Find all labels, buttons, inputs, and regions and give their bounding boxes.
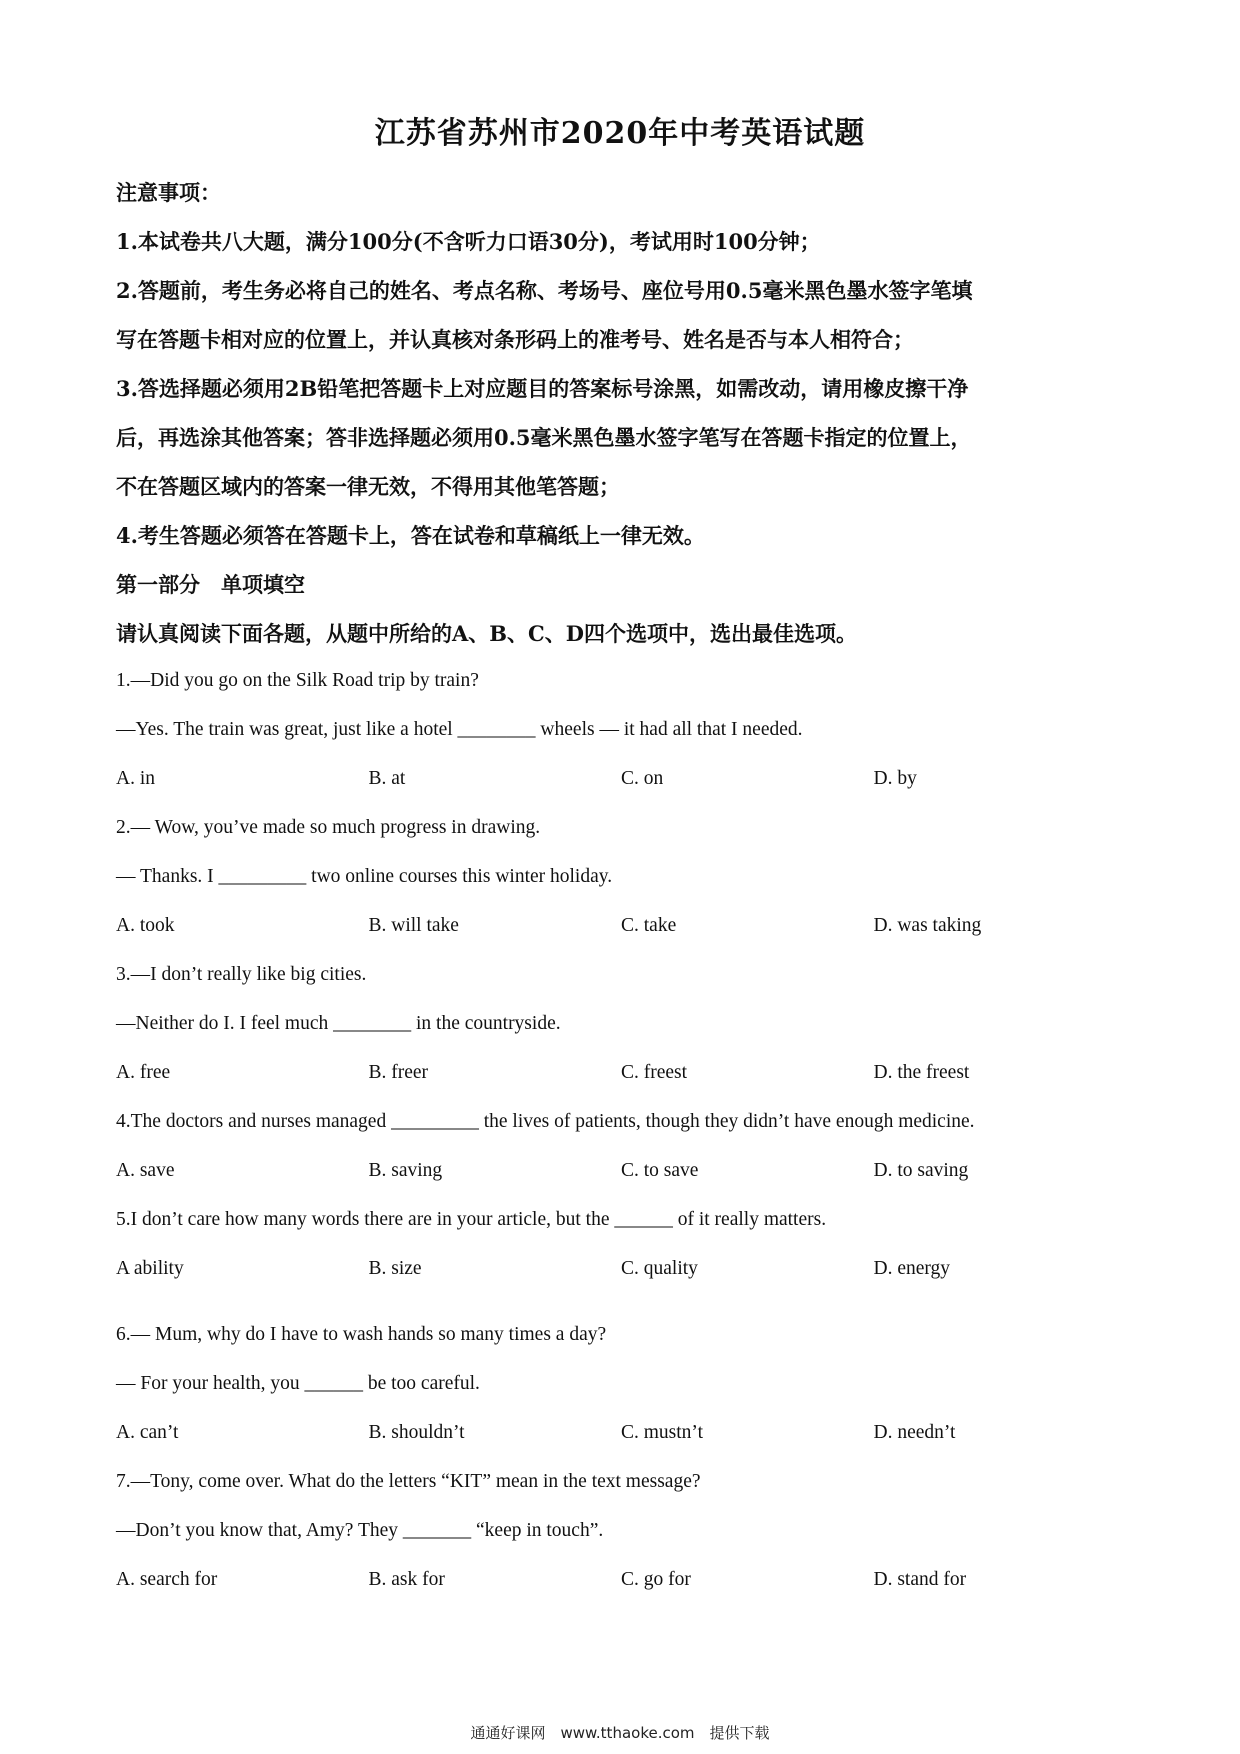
questions-list bbox=[116, 656, 1126, 1604]
question-6 bbox=[116, 1310, 1126, 1457]
notes-item: 1.本试卷共八大题，满分100分(不含听力口语30分)，考试用时100分钟； bbox=[116, 229, 821, 254]
options-row bbox=[116, 1408, 1126, 1457]
question-text: — Thanks. I _________ two online courses this winter holiday. bbox=[116, 866, 613, 887]
question-text: 6.— Mum, why do I have to wash hands so many times a day? bbox=[116, 1324, 607, 1345]
option-d: D. was taking bbox=[873, 915, 982, 936]
notes-item: 不在答题区域内的答案一律无效，不得用其他笔答题； bbox=[116, 474, 620, 499]
option-d: D. to saving bbox=[873, 1160, 969, 1181]
question-text: 4.The doctors and nurses managed _________ the lives of patients, though they didn’t have enough medicine. bbox=[116, 1111, 975, 1132]
question-text: 2.— Wow, you’ve made so much progress in drawing. bbox=[116, 817, 541, 838]
page-title: 江苏省苏州市2020年中考英语试题 bbox=[374, 116, 866, 151]
option-c: C. on bbox=[621, 768, 664, 789]
question-7 bbox=[116, 1457, 1126, 1604]
option-d: D. the freest bbox=[873, 1062, 970, 1083]
notes-item: 写在答题卡相对应的位置上，并认真核对条形码上的准考号、姓名是否与本人相符合； bbox=[116, 327, 914, 352]
option-b: B. freer bbox=[368, 1062, 429, 1083]
notes-block bbox=[116, 168, 1126, 658]
notes-item: 3.答选择题必须用2B铅笔把答题卡上对应题目的答案标号涂黑，如需改动，请用橡皮擦干净 bbox=[116, 376, 969, 401]
options-row bbox=[116, 1048, 1126, 1097]
option-b: B. will take bbox=[368, 915, 459, 936]
options-row bbox=[116, 901, 1126, 950]
option-c: C. go for bbox=[621, 1569, 691, 1590]
option-b: B. at bbox=[368, 768, 406, 789]
option-a: A. search for bbox=[116, 1569, 218, 1590]
question-text: — For your health, you ______ be too careful. bbox=[116, 1373, 480, 1394]
options-row bbox=[116, 754, 1126, 803]
notes-heading: 注意事项： bbox=[116, 180, 221, 205]
option-c: C. freest bbox=[621, 1062, 688, 1083]
question-text: —Neither do I. I feel much ________ in the countryside. bbox=[116, 1013, 561, 1034]
option-b: B. size bbox=[368, 1258, 422, 1279]
question-text: —Don’t you know that, Amy? They _______ “keep in touch”. bbox=[116, 1520, 604, 1541]
option-a: A. in bbox=[116, 768, 155, 789]
option-c: C. take bbox=[621, 915, 677, 936]
notes-item: 4.考生答题必须答在答题卡上，答在试卷和草稿纸上一律无效。 bbox=[116, 523, 705, 548]
option-a: A. save bbox=[116, 1160, 175, 1181]
option-b: B. ask for bbox=[368, 1569, 445, 1590]
question-text: 7.—Tony, come over. What do the letters “KIT” mean in the text message? bbox=[116, 1471, 701, 1492]
question-1 bbox=[116, 656, 1126, 803]
option-a: A ability bbox=[116, 1258, 184, 1279]
option-c: C. to save bbox=[621, 1160, 699, 1181]
spacer bbox=[116, 1293, 1126, 1310]
section-instruction: 请认真阅读下面各题，从题中所给的A、B、C、D四个选项中，选出最佳选项。 bbox=[116, 621, 857, 646]
option-c: C. quality bbox=[621, 1258, 698, 1279]
notes-item: 后，再选涂其他答案；答非选择题必须用0.5毫米黑色墨水签字笔写在答题卡指定的位置上， bbox=[116, 425, 972, 450]
option-a: A. free bbox=[116, 1062, 171, 1083]
question-text: 1.—Did you go on the Silk Road trip by train? bbox=[116, 670, 479, 691]
option-d: D. needn’t bbox=[873, 1422, 956, 1443]
option-d: D. stand for bbox=[873, 1569, 967, 1590]
question-5 bbox=[116, 1195, 1126, 1293]
option-a: A. can’t bbox=[116, 1422, 179, 1443]
options-row bbox=[116, 1555, 1126, 1604]
question-4 bbox=[116, 1097, 1126, 1195]
option-a: A. took bbox=[116, 915, 175, 936]
option-b: B. shouldn’t bbox=[368, 1422, 465, 1443]
question-text: 5.I don’t care how many words there are in your article, but the ______ of it really matters. bbox=[116, 1209, 827, 1230]
question-text: —Yes. The train was great, just like a hotel ________ wheels — it had all that I needed. bbox=[116, 719, 803, 740]
options-row bbox=[116, 1146, 1126, 1195]
section-title: 第一部分 单项填空 bbox=[116, 572, 305, 597]
option-d: D. energy bbox=[873, 1258, 951, 1279]
options-row bbox=[116, 1244, 1126, 1293]
question-3 bbox=[116, 950, 1126, 1097]
footer-watermark: 通通好课网 www.tthaoke.com 提供下载 bbox=[470, 1724, 770, 1742]
question-2 bbox=[116, 803, 1126, 950]
option-d: D. by bbox=[873, 768, 917, 789]
option-c: C. mustn’t bbox=[621, 1422, 703, 1443]
notes-item: 2.答题前，考生务必将自己的姓名、考点名称、考场号、座位号用0.5毫米黑色墨水签字笔填 bbox=[116, 278, 973, 303]
question-text: 3.—I don’t really like big cities. bbox=[116, 964, 367, 985]
option-b: B. saving bbox=[368, 1160, 443, 1181]
